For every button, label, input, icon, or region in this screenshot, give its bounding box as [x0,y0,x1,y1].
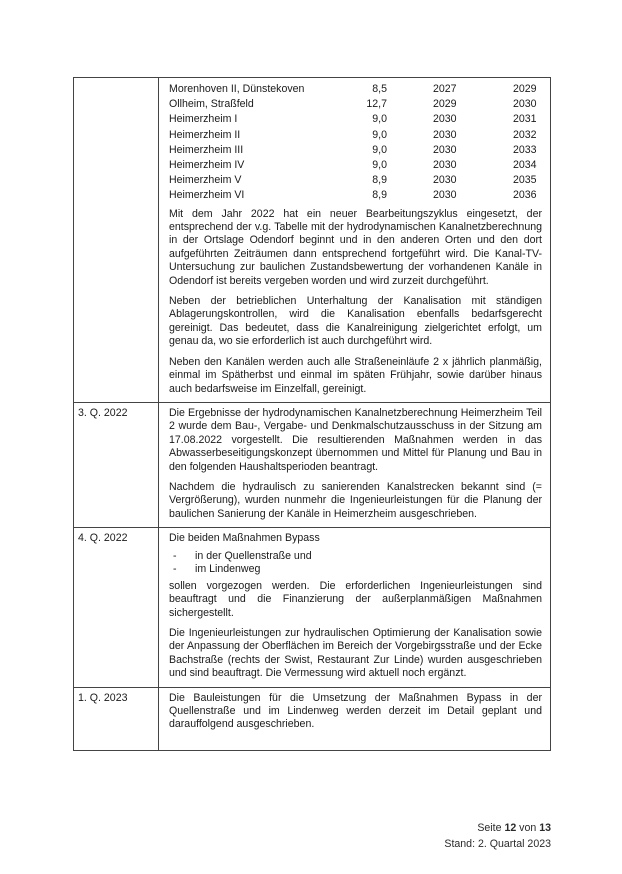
schedule-area-name: Heimerzheim VI [169,189,245,202]
date-cell: 4. Q. 2022 [74,528,159,687]
schedule-value: 9,0 [372,113,387,126]
page-footer [444,820,551,852]
schedule-value: 12,7 [366,98,387,111]
schedule-value: 9,0 [372,159,387,172]
schedule-start-year: 2030 [433,128,457,141]
schedule-start-year: 2030 [433,143,457,156]
schedule-value: 8,9 [372,189,387,202]
date-cell: 3. Q. 2022 [74,402,159,527]
schedule-row [169,97,547,112]
schedule-start-year: 2029 [433,98,457,111]
date-cell: 1. Q. 2023 [74,687,159,750]
list-item-text: in der Quellenstraße und [195,549,312,562]
content-cell [159,528,551,687]
table-row [74,687,551,750]
schedule-area-name: Heimerzheim V [169,174,242,187]
schedule-area-name: Heimerzheim I [169,113,238,126]
schedule-row [169,112,547,127]
list-item [169,563,542,577]
status-date: Stand: 2. Quartal 2023 [444,838,551,850]
schedule-value: 8,9 [372,174,387,187]
page-prefix: Seite [477,822,505,834]
date-cell [74,78,159,403]
schedule-row [169,188,547,203]
schedule-end-year: 2033 [513,143,537,156]
paragraph: Neben den Kanälen werden auch alle Straßeneinläufe 2 x jährlich planmäßig, einmal im Spätherbst und einmal im späten Frühjahr, sowie darüber hinaus auch bedarfsweise im Einzelfall, gereinigt. [169,355,542,395]
schedule-value: 8,5 [372,83,387,95]
schedule-area-name: Heimerzheim II [169,128,241,141]
bullet-list [169,550,542,577]
schedule-value: 9,0 [372,143,387,156]
list-item-text: im Lindenweg [195,563,261,576]
schedule-start-year: 2030 [433,174,457,187]
schedule-start-year: 2030 [433,159,457,172]
paragraph: Neben der betrieblichen Unterhaltung der Kanalisation mit ständigen Ablagerungskontrollen, wird die Kanalisation ebenfalls bedarfsgerecht gereinigt. Das bedeutet, dass die Kanalreinigung zielgerichtet erfolgt, um genau da, wo sie erforderlich ist auch durchgeführt wird. [169,295,542,348]
schedule-end-year: 2032 [513,128,537,141]
dash-marker: - [173,563,177,576]
schedule-end-year: 2034 [513,159,537,172]
paragraph: Nachdem die hydraulisch zu sanierenden Kanalstrecken bekannt sind (= Vergrößerung), wurden nunmehr die Ingenieurleistungen für die Planung der baulichen Sanierung der Kanäle in Heimerzheim ausgeschrieben. [169,480,542,520]
content-cell [159,687,551,750]
page-separator: von [516,822,540,834]
content-cell [159,78,551,403]
schedule-end-year: 2029 [513,83,537,95]
paragraph: Die Bauleistungen für die Umsetzung der Maßnahmen Bypass in der Quellenstraße und im Lindenweg werden derzeit im Detail geplant und darauffolgend ausgeschrieben. [169,691,542,731]
schedule-area-name: Heimerzheim IV [169,159,245,172]
schedule-end-year: 2036 [513,189,537,202]
progress-table [73,77,551,751]
schedule-row [169,158,547,173]
schedule-row [169,128,547,143]
table-row [74,528,551,687]
schedule-end-year: 2031 [513,113,537,126]
page-current: 12 [504,822,517,834]
schedule-start-year: 2027 [433,83,457,95]
schedule-start-year: 2030 [433,113,457,126]
schedule-area-name: Morenhoven II, Dünstekoven [169,83,305,95]
paragraph: Mit dem Jahr 2022 hat ein neuer Bearbeitungszyklus eingesetzt, der entsprechend der v.g. Tabelle mit der hydrodynamischen Kanalnetzberechnung in der Ortslage Odendorf beginnt und in den anderen Orten und den dort aufgeführten Zeiträumen dann entsprechend fortgeführt wird. Die Kanal-TV-Untersuchung zur baulichen Zustandsbewertung der vorhandenen Kanäle in Odendorf ist bereits vergeben worden und wird zurzeit durchgeführt. [169,207,542,287]
schedule-start-year: 2030 [433,189,457,202]
schedule-value: 9,0 [372,128,387,141]
paragraph: sollen vorgezogen werden. Die erforderlichen Ingenieurleistungen sind beauftragt und die Finanzierung der außerplanmäßigen Maßnahmen sichergestellt. [169,579,542,619]
schedule-table [169,82,547,204]
page-total: 13 [539,822,551,834]
schedule-end-year: 2030 [513,98,537,111]
paragraph: Die Ingenieurleistungen zur hydraulischen Optimierung der Kanalisation sowie der Anpassung der Oberflächen im Bereich der Vorgebirgsstraße und der Ecke Bachstraße (rechts der Swist, Restaurant Zur Linde) wurden ausgeschrieben und sind beauftragt. Die Vermessung wird aktuell noch ergänzt. [169,626,542,680]
schedule-row [169,173,547,188]
table-row [74,78,551,403]
list-item [169,550,542,564]
table-row [74,402,551,527]
schedule-area-name: Heimerzheim III [169,143,244,156]
dash-marker: - [173,549,177,562]
page-number [444,820,551,836]
schedule-row [169,82,547,97]
content-cell [159,402,551,527]
schedule-row [169,143,547,158]
schedule-area-name: Ollheim, Straßfeld [169,98,254,111]
schedule-end-year: 2035 [513,174,537,187]
paragraph: Die Ergebnisse der hydrodynamischen Kanalnetzberechnung Heimerzheim Teil 2 wurde dem Bau-, Vergabe- und Denkmalschutzausschuss in der Sitzung am 17.08.2022 vorgestellt. Die resultierenden Maßnahmen werden in das Abwasserbeseitigungskonzept übernommen und Mittel für Planung und Bau in den folgenden Haushaltsperioden beantragt. [169,406,542,473]
paragraph: Die beiden Maßnahmen Bypass [169,532,320,545]
